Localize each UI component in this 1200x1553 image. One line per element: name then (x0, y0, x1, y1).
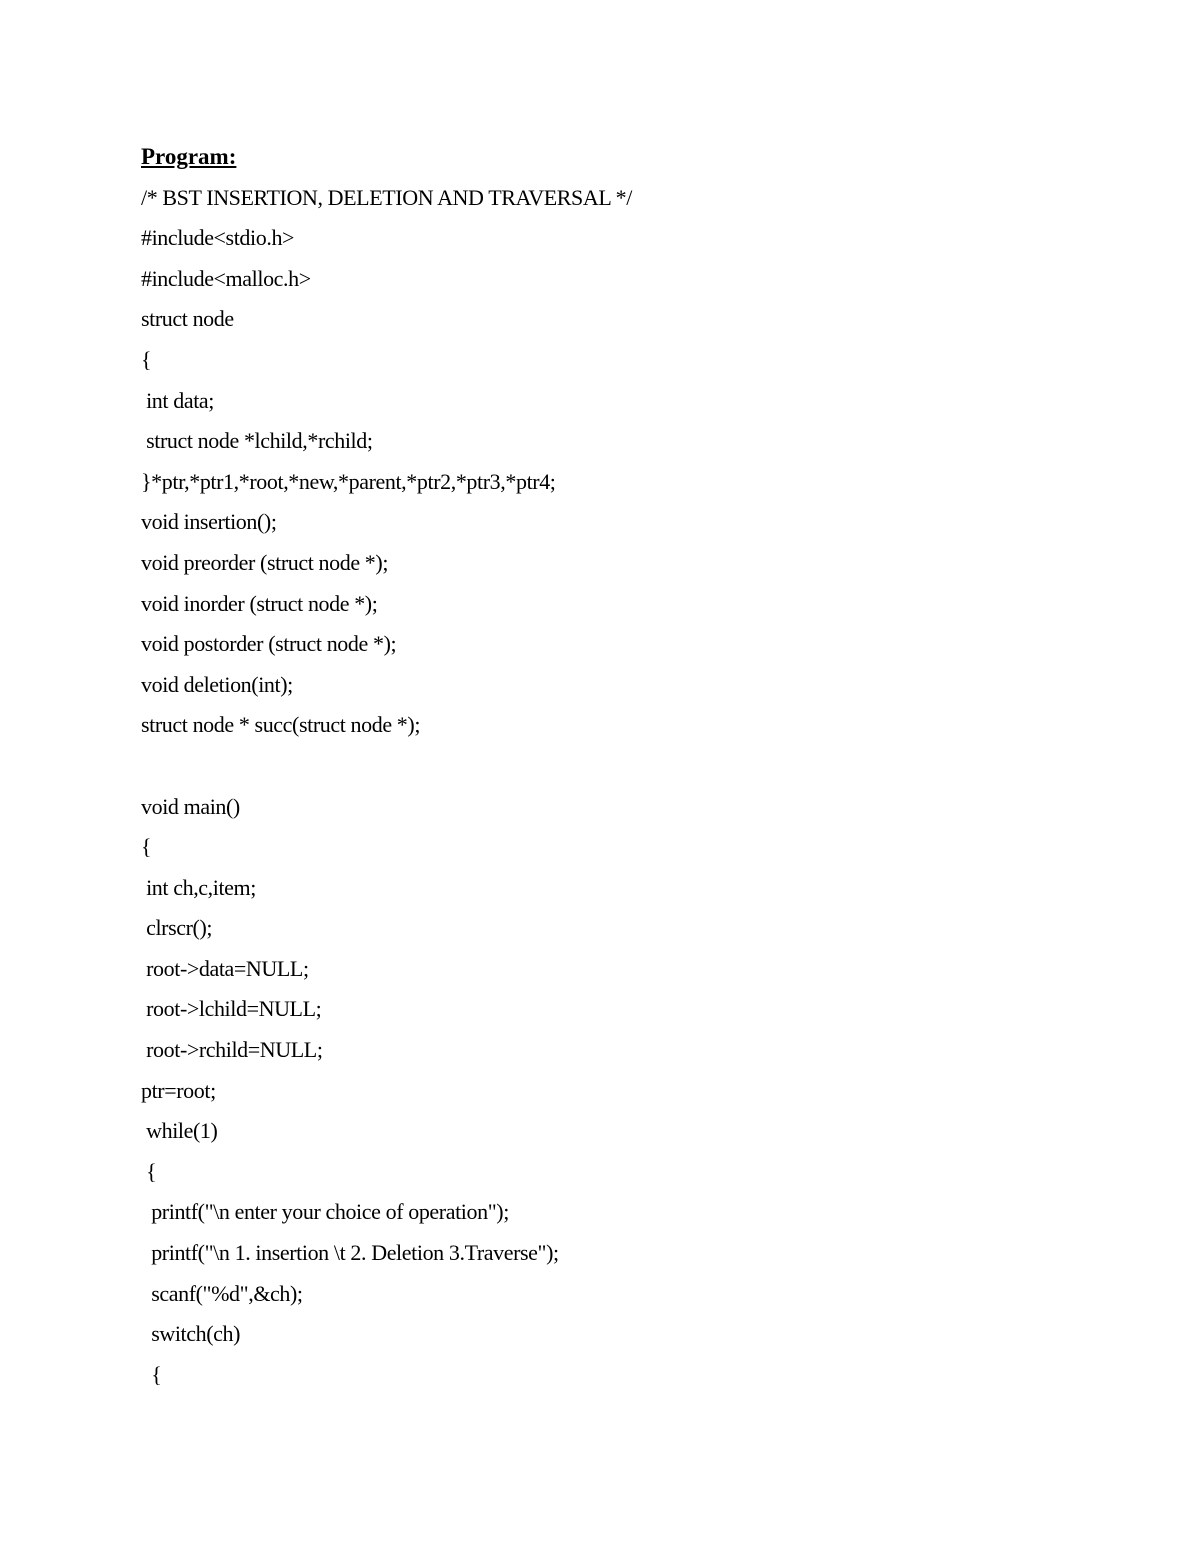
code-line: /* BST INSERTION, DELETION AND TRAVERSAL */ (141, 184, 632, 210)
program-heading: Program: (141, 144, 237, 169)
code-line: #include<stdio.h> (141, 225, 295, 251)
code-line: void deletion(int); (141, 671, 293, 697)
code-line: int data; (141, 387, 214, 413)
code-line (141, 746, 1141, 787)
code-line: clrscr(); (141, 915, 213, 941)
document-body (141, 137, 1141, 1395)
code-line: void inorder (struct node *); (141, 590, 378, 616)
code-line: }*ptr,*ptr1,*root,*new,*parent,*ptr2,*ptr3,*ptr4; (141, 468, 556, 494)
code-line: root->lchild=NULL; (141, 996, 322, 1022)
code-line: { (141, 834, 152, 860)
code-block (141, 178, 1141, 1396)
code-line: printf("\n 1. insertion \t 2. Deletion 3.Traverse"); (141, 1240, 559, 1266)
code-line: { (141, 1158, 157, 1184)
code-line: { (141, 346, 152, 372)
code-line: int ch,c,item; (141, 874, 256, 900)
code-line: void insertion(); (141, 509, 277, 535)
code-line: printf("\n enter your choice of operation"); (141, 1199, 509, 1225)
code-line: void postorder (struct node *); (141, 631, 397, 657)
code-line: root->data=NULL; (141, 955, 309, 981)
code-line: ptr=root; (141, 1077, 216, 1103)
code-line: root->rchild=NULL; (141, 1037, 323, 1063)
code-line: { (141, 1361, 162, 1387)
code-line: while(1) (141, 1118, 218, 1144)
code-line: struct node * succ(struct node *); (141, 712, 421, 738)
code-line: struct node (141, 306, 234, 332)
code-line: scanf("%d",&ch); (141, 1280, 303, 1306)
code-line: struct node *lchild,*rchild; (141, 428, 373, 454)
code-line: switch(ch) (141, 1321, 241, 1347)
code-line: void preorder (struct node *); (141, 549, 389, 575)
code-line: #include<malloc.h> (141, 265, 311, 291)
code-line: void main() (141, 793, 240, 819)
